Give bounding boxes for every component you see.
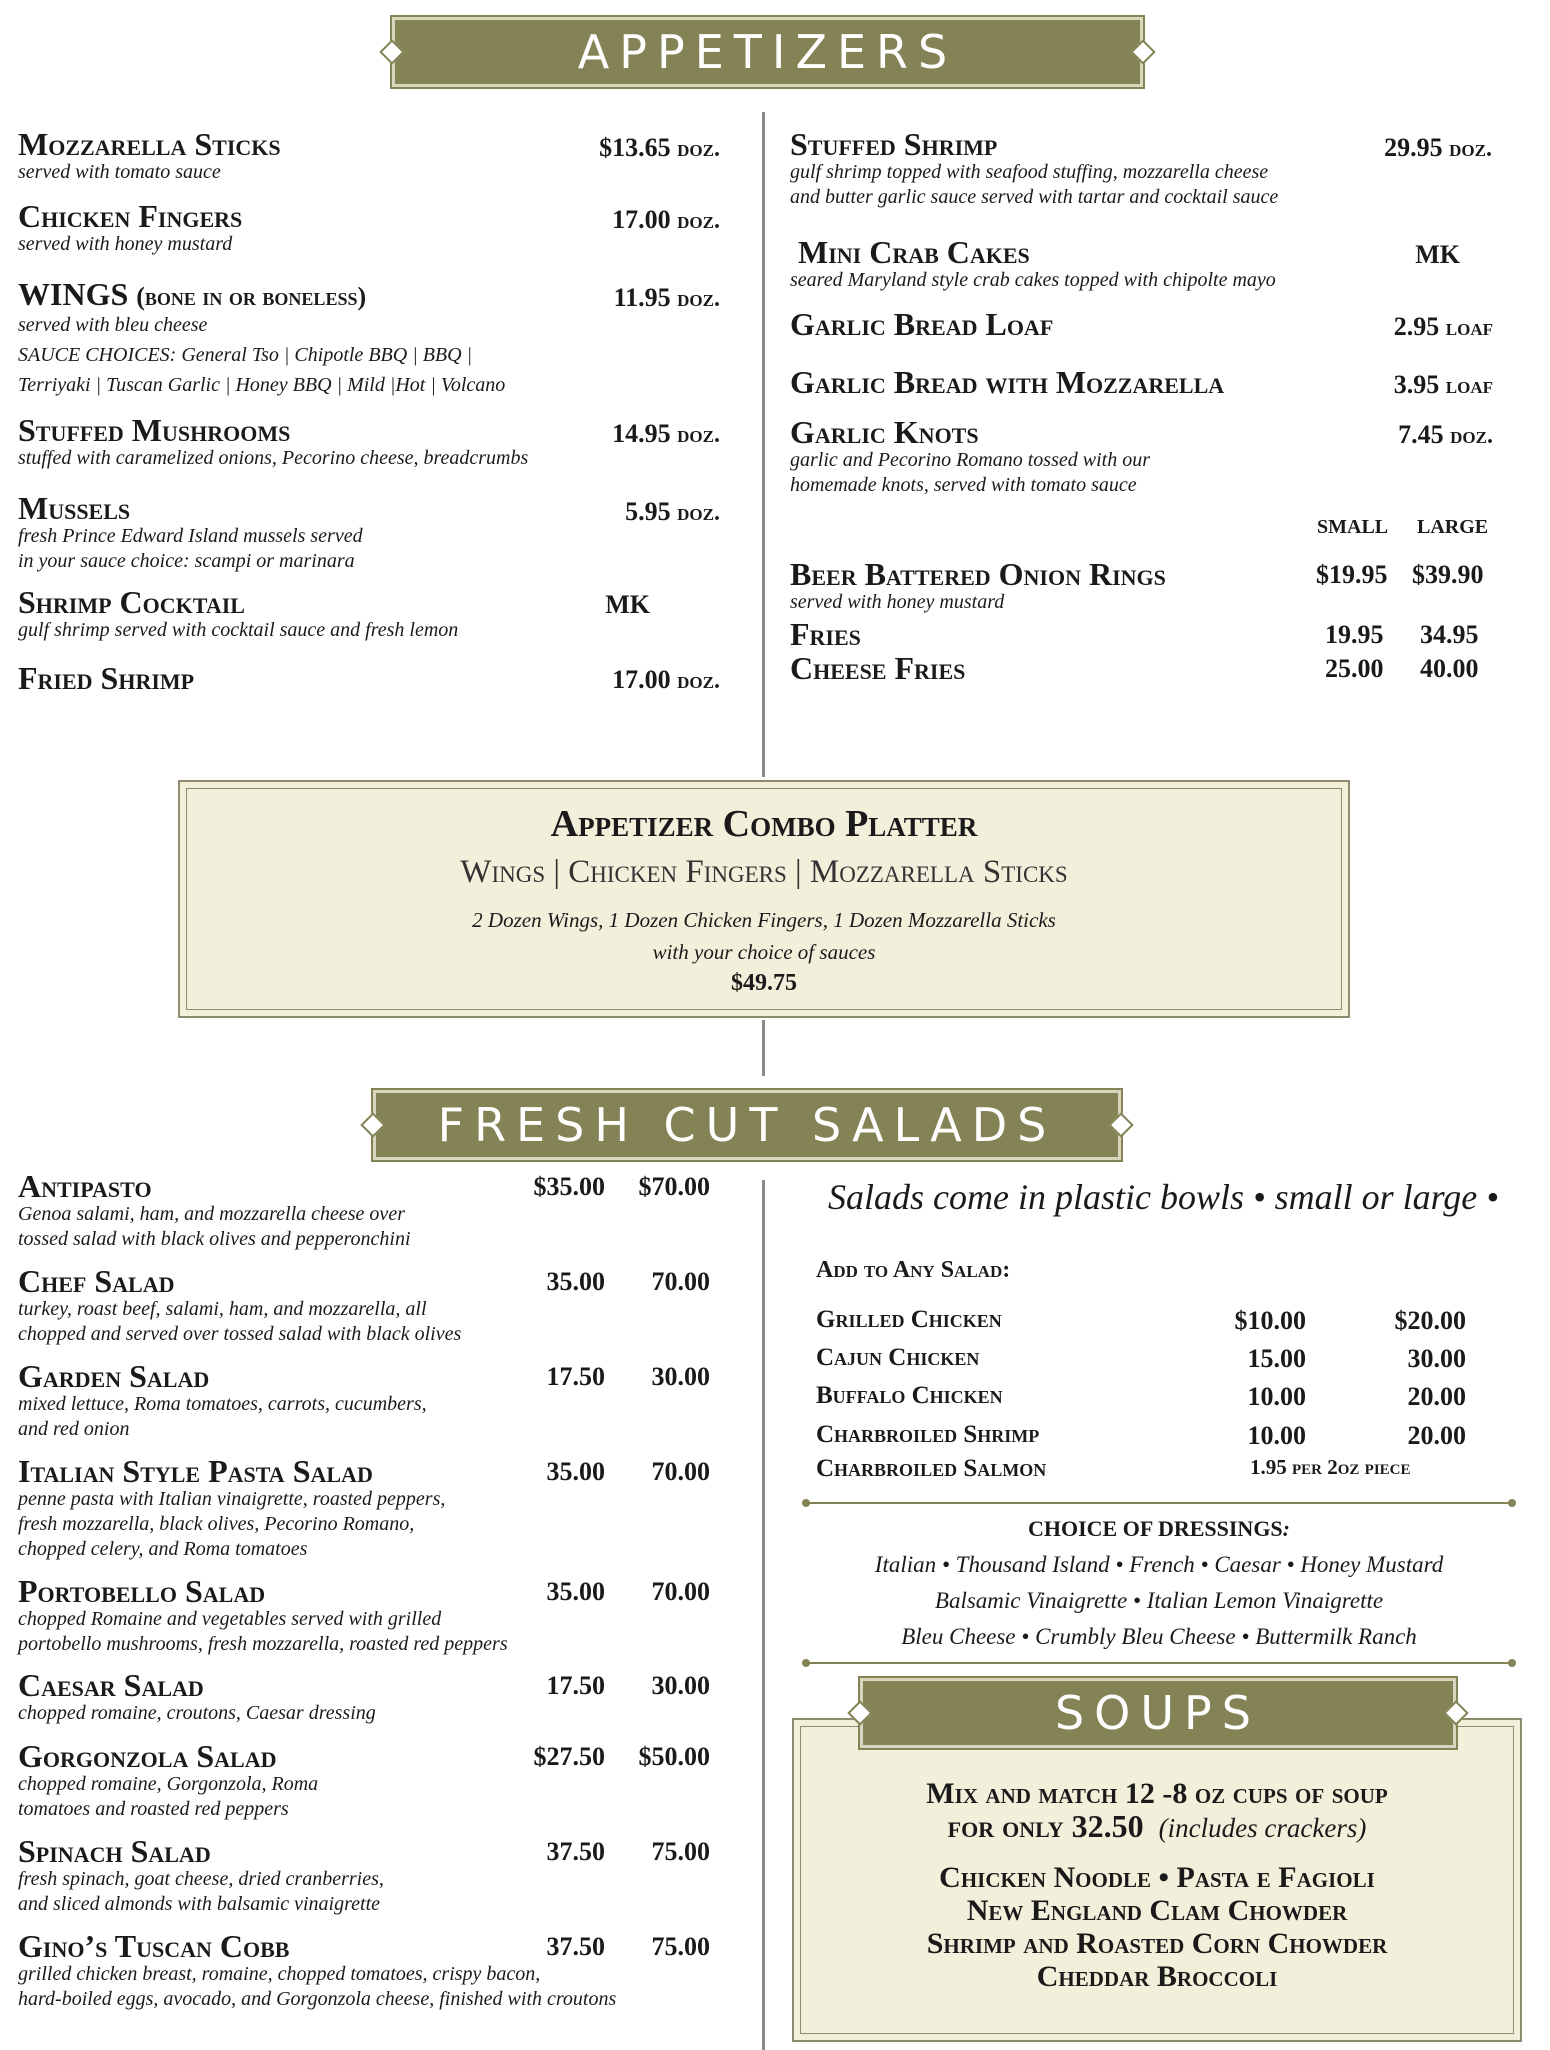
addon-price-small: 10.00 <box>1247 1421 1306 1450</box>
item-desc: in your sauce choice: scampi or marinara <box>18 550 355 572</box>
dressings-line-1: Italian • Thousand Island • French • Caesar • Honey Mustard <box>874 1552 1444 1577</box>
item-name: WINGS (bone in or boneless) <box>18 276 367 312</box>
size-header-small: SMALL <box>1317 516 1389 538</box>
item-name: Fried Shrimp <box>18 660 195 696</box>
salad-desc: turkey, roast beef, salami, ham, and mozzarella, all <box>18 1298 427 1320</box>
addon-price-small: 10.00 <box>1247 1382 1306 1411</box>
item-desc: SAUCE CHOICES: General Tso | Chipotle BBQ | BBQ | <box>18 344 473 366</box>
soup-item: New England Clam Chowder <box>966 1894 1348 1927</box>
dressings-rule-top <box>806 1502 1512 1504</box>
salad-name: Gino’s Tuscan Cobb <box>18 1928 290 1964</box>
item-desc: seared Maryland style crab cakes topped with chipolte mayo <box>790 269 1276 291</box>
soups-line-2: for only 32.50 (includes crackers) <box>947 1808 1367 1844</box>
salad-price-large: 30.00 <box>651 1362 710 1391</box>
salad-price-large: 70.00 <box>651 1457 710 1486</box>
price-large: 34.95 <box>1420 620 1479 649</box>
appetizers-title: APPETIZERS <box>577 25 958 79</box>
salad-price-small: 35.00 <box>546 1267 605 1296</box>
menu-item <box>18 200 242 257</box>
menu-item <box>18 492 363 574</box>
salad-desc: chopped Romaine and vegetables served with grilled <box>18 1608 442 1630</box>
salad-item <box>18 1930 616 2012</box>
salad-desc: Genoa salami, ham, and mozzarella cheese over <box>18 1203 405 1225</box>
combo-subtitle: Wings | Chicken Fingers | Mozzarella Sticks <box>460 854 1068 890</box>
item-name: Stuffed Mushrooms <box>18 412 291 448</box>
salad-desc: chopped romaine, croutons, Caesar dressing <box>18 1702 376 1724</box>
salad-name: Italian Style Pasta Salad <box>18 1453 373 1489</box>
item-desc: garlic and Pecorino Romano tossed with our <box>790 449 1150 471</box>
dressings-rule-bottom <box>806 1662 1512 1664</box>
addon-price-large: 20.00 <box>1407 1382 1466 1411</box>
soups-line-1: Mix and match 12 -8 oz cups of soup <box>926 1777 1388 1810</box>
menu-item <box>18 128 281 185</box>
salad-desc: chopped romaine, Gorgonzola, Roma <box>18 1773 319 1795</box>
soup-item: Cheddar Broccoli <box>1036 1960 1278 1993</box>
soups-banner <box>860 1678 1456 1748</box>
price-small: $19.95 <box>1316 560 1388 589</box>
salads-title: FRESH CUT SALADS <box>437 1098 1057 1152</box>
salad-item <box>18 1575 508 1657</box>
salad-price-small: $27.50 <box>533 1742 605 1771</box>
item-name: Mozzarella Sticks <box>18 126 281 162</box>
salad-name: Spinach Salad <box>18 1833 211 1869</box>
combo-line-2: with your choice of sauces <box>652 940 876 964</box>
salad-desc: hard-boiled eggs, avocado, and Gorgonzola cheese, finished with croutons <box>18 1988 617 2010</box>
salad-price-small: $35.00 <box>533 1172 605 1201</box>
item-name: Fries <box>790 616 861 652</box>
item-desc: gulf shrimp topped with seafood stuffing, mozzarella cheese <box>790 161 1269 183</box>
addon-name: Charbroiled Salmon <box>816 1455 1047 1482</box>
combo-title: Appetizer Combo Platter <box>550 803 978 845</box>
menu-item <box>790 366 1224 398</box>
salad-item <box>18 1740 318 1822</box>
item-price: 11.95 doz. <box>613 283 720 312</box>
salad-price-large: $50.00 <box>638 1742 710 1771</box>
item-name: Stuffed Shrimp <box>790 126 998 162</box>
addon-name: Grilled Chicken <box>816 1306 1002 1333</box>
item-desc: served with honey mustard <box>18 233 233 255</box>
item-price: 29.95 doz. <box>1384 133 1492 162</box>
soups-box <box>792 1718 1522 2042</box>
item-desc: fresh Prince Edward Island mussels served <box>18 525 363 547</box>
salad-item <box>18 1360 427 1442</box>
item-price: 17.00 doz. <box>612 665 720 694</box>
salad-price-small: 35.00 <box>546 1577 605 1606</box>
menu-item <box>790 558 1166 615</box>
item-desc: and butter garlic sauce served with tartar and cocktail sauce <box>790 186 1279 208</box>
item-name: Beer Battered Onion Rings <box>790 556 1166 592</box>
addon-price-small: 15.00 <box>1247 1344 1306 1373</box>
salad-price-small: 35.00 <box>546 1457 605 1486</box>
addon-price-small: $10.00 <box>1234 1306 1306 1335</box>
item-price: 3.95 loaf <box>1393 370 1493 399</box>
item-desc: served with honey mustard <box>790 591 1005 613</box>
divider-line <box>762 112 765 777</box>
size-header-large: LARGE <box>1417 516 1489 538</box>
salad-name: Antipasto <box>18 1168 152 1204</box>
dressings-line-2: Balsamic Vinaigrette • Italian Lemon Vinaigrette <box>934 1588 1384 1613</box>
appetizers-banner <box>392 17 1143 87</box>
salad-price-large: 70.00 <box>651 1267 710 1296</box>
salad-desc: and sliced almonds with balsamic vinaigrette <box>18 1893 381 1915</box>
salad-item <box>18 1265 461 1347</box>
item-price: 7.45 doz. <box>1398 420 1493 449</box>
soups-title: SOUPS <box>1054 1686 1261 1740</box>
menu-item <box>18 586 458 643</box>
combo-line-1: 2 Dozen Wings, 1 Dozen Chicken Fingers, 1 Dozen Mozzarella Sticks <box>472 908 1056 932</box>
price-large: 40.00 <box>1420 654 1479 683</box>
menu-item <box>790 652 965 684</box>
salad-name: Gorgonzola Salad <box>18 1738 277 1774</box>
item-desc: served with tomato sauce <box>18 161 221 183</box>
item-desc: homemade knots, served with tomato sauce <box>790 474 1137 496</box>
salad-price-large: 30.00 <box>651 1671 710 1700</box>
salad-price-small: 37.50 <box>546 1932 605 1961</box>
item-name: Garlic Knots <box>790 414 979 450</box>
menu-item <box>790 308 1053 340</box>
item-desc: stuffed with caramelized onions, Pecorino cheese, breadcrumbs <box>18 447 529 469</box>
dressings-line-3: Bleu Cheese • Crumbly Bleu Cheese • Buttermilk Ranch <box>901 1624 1417 1649</box>
salad-desc: tomatoes and roasted red peppers <box>18 1798 289 1820</box>
price-small: 25.00 <box>1325 654 1384 683</box>
salad-desc: grilled chicken breast, romaine, chopped tomatoes, crispy bacon, <box>18 1963 541 1985</box>
menu-item <box>18 414 528 471</box>
salad-desc: penne pasta with Italian vinaigrette, roasted peppers, <box>18 1488 446 1510</box>
menu-item <box>18 278 505 398</box>
salad-item <box>18 1455 445 1562</box>
item-price: 14.95 doz. <box>612 419 720 448</box>
item-name: Garlic Bread with Mozzarella <box>790 364 1225 400</box>
item-price: 2.95 loaf <box>1393 312 1493 341</box>
menu-item <box>790 618 861 650</box>
item-desc: served with bleu cheese <box>18 314 208 336</box>
menu-item <box>790 416 1150 498</box>
item-name: Mini Crab Cakes <box>798 234 1030 270</box>
addon-name: Cajun Chicken <box>816 1344 980 1371</box>
salad-desc: portobello mushrooms, fresh mozzarella, roasted red peppers <box>18 1633 508 1655</box>
salad-price-small: 17.50 <box>546 1671 605 1700</box>
addon-name: Buffalo Chicken <box>816 1382 1003 1409</box>
salad-price-large: 75.00 <box>651 1932 710 1961</box>
salad-price-small: 17.50 <box>546 1362 605 1391</box>
item-desc: Terriyaki | Tuscan Garlic | Honey BBQ | Mild |Hot | Volcano <box>18 374 506 396</box>
menu-item <box>790 128 1278 210</box>
dressings-title: CHOICE OF DRESSINGS: <box>1027 1516 1290 1541</box>
salads-note: Salads come in plastic bowls • small or large • <box>828 1177 1499 1217</box>
price-small: 19.95 <box>1325 620 1384 649</box>
salad-desc: tossed salad with black olives and pepperonchini <box>18 1228 411 1250</box>
combo-price: $49.75 <box>731 970 797 996</box>
salad-item <box>18 1835 384 1917</box>
salad-desc: mixed lettuce, Roma tomatoes, carrots, cucumbers, <box>18 1393 427 1415</box>
price-large: $39.90 <box>1412 560 1484 589</box>
salad-price-small: 37.50 <box>546 1837 605 1866</box>
addon-name: Charbroiled Shrimp <box>816 1421 1040 1448</box>
addon-price-large: 20.00 <box>1407 1421 1466 1450</box>
item-desc: gulf shrimp served with cocktail sauce and fresh lemon <box>18 619 459 641</box>
divider-line <box>762 1180 765 2050</box>
salad-name: Portobello Salad <box>18 1573 266 1609</box>
addon-price-large: $20.00 <box>1394 1306 1466 1335</box>
item-name: Cheese Fries <box>790 650 966 686</box>
salad-price-large: $70.00 <box>638 1172 710 1201</box>
item-price: MK <box>1415 240 1460 269</box>
menu-item <box>798 236 1030 268</box>
salad-desc: chopped and served over tossed salad with black olives <box>18 1323 462 1345</box>
combo-platter-box <box>178 780 1350 1018</box>
soup-item: Shrimp and Roasted Corn Chowder <box>926 1927 1388 1960</box>
item-name: Garlic Bread Loaf <box>790 306 1054 342</box>
addons-title: Add to Any Salad: <box>816 1257 1011 1283</box>
salad-name: Garden Salad <box>18 1358 210 1394</box>
salad-desc: and red onion <box>18 1418 130 1440</box>
salad-desc: fresh mozzarella, black olives, Pecorino Romano, <box>18 1513 415 1535</box>
salad-item <box>18 1170 411 1252</box>
salad-name: Chef Salad <box>18 1263 175 1299</box>
salads-banner <box>373 1090 1121 1160</box>
salad-desc: chopped celery, and Roma tomatoes <box>18 1538 308 1560</box>
item-name: Shrimp Cocktail <box>18 584 245 620</box>
menu-item <box>18 662 194 694</box>
item-name: Mussels <box>18 490 131 526</box>
addon-price-per: 1.95 per 2oz piece <box>1250 1455 1411 1479</box>
salad-price-large: 70.00 <box>651 1577 710 1606</box>
item-price: MK <box>605 590 650 619</box>
salad-price-large: 75.00 <box>651 1837 710 1866</box>
divider-line <box>762 1020 765 1076</box>
item-price: 17.00 doz. <box>612 205 720 234</box>
salad-item <box>18 1669 376 1726</box>
item-price: 5.95 doz. <box>625 497 720 526</box>
item-price: $13.65 doz. <box>599 133 720 162</box>
item-name: Chicken Fingers <box>18 198 243 234</box>
addon-price-large: 30.00 <box>1407 1344 1466 1373</box>
salad-desc: fresh spinach, goat cheese, dried cranberries, <box>18 1868 384 1890</box>
soup-item: Chicken Noodle • Pasta e Fagioli <box>939 1861 1375 1894</box>
salad-name: Caesar Salad <box>18 1667 204 1703</box>
